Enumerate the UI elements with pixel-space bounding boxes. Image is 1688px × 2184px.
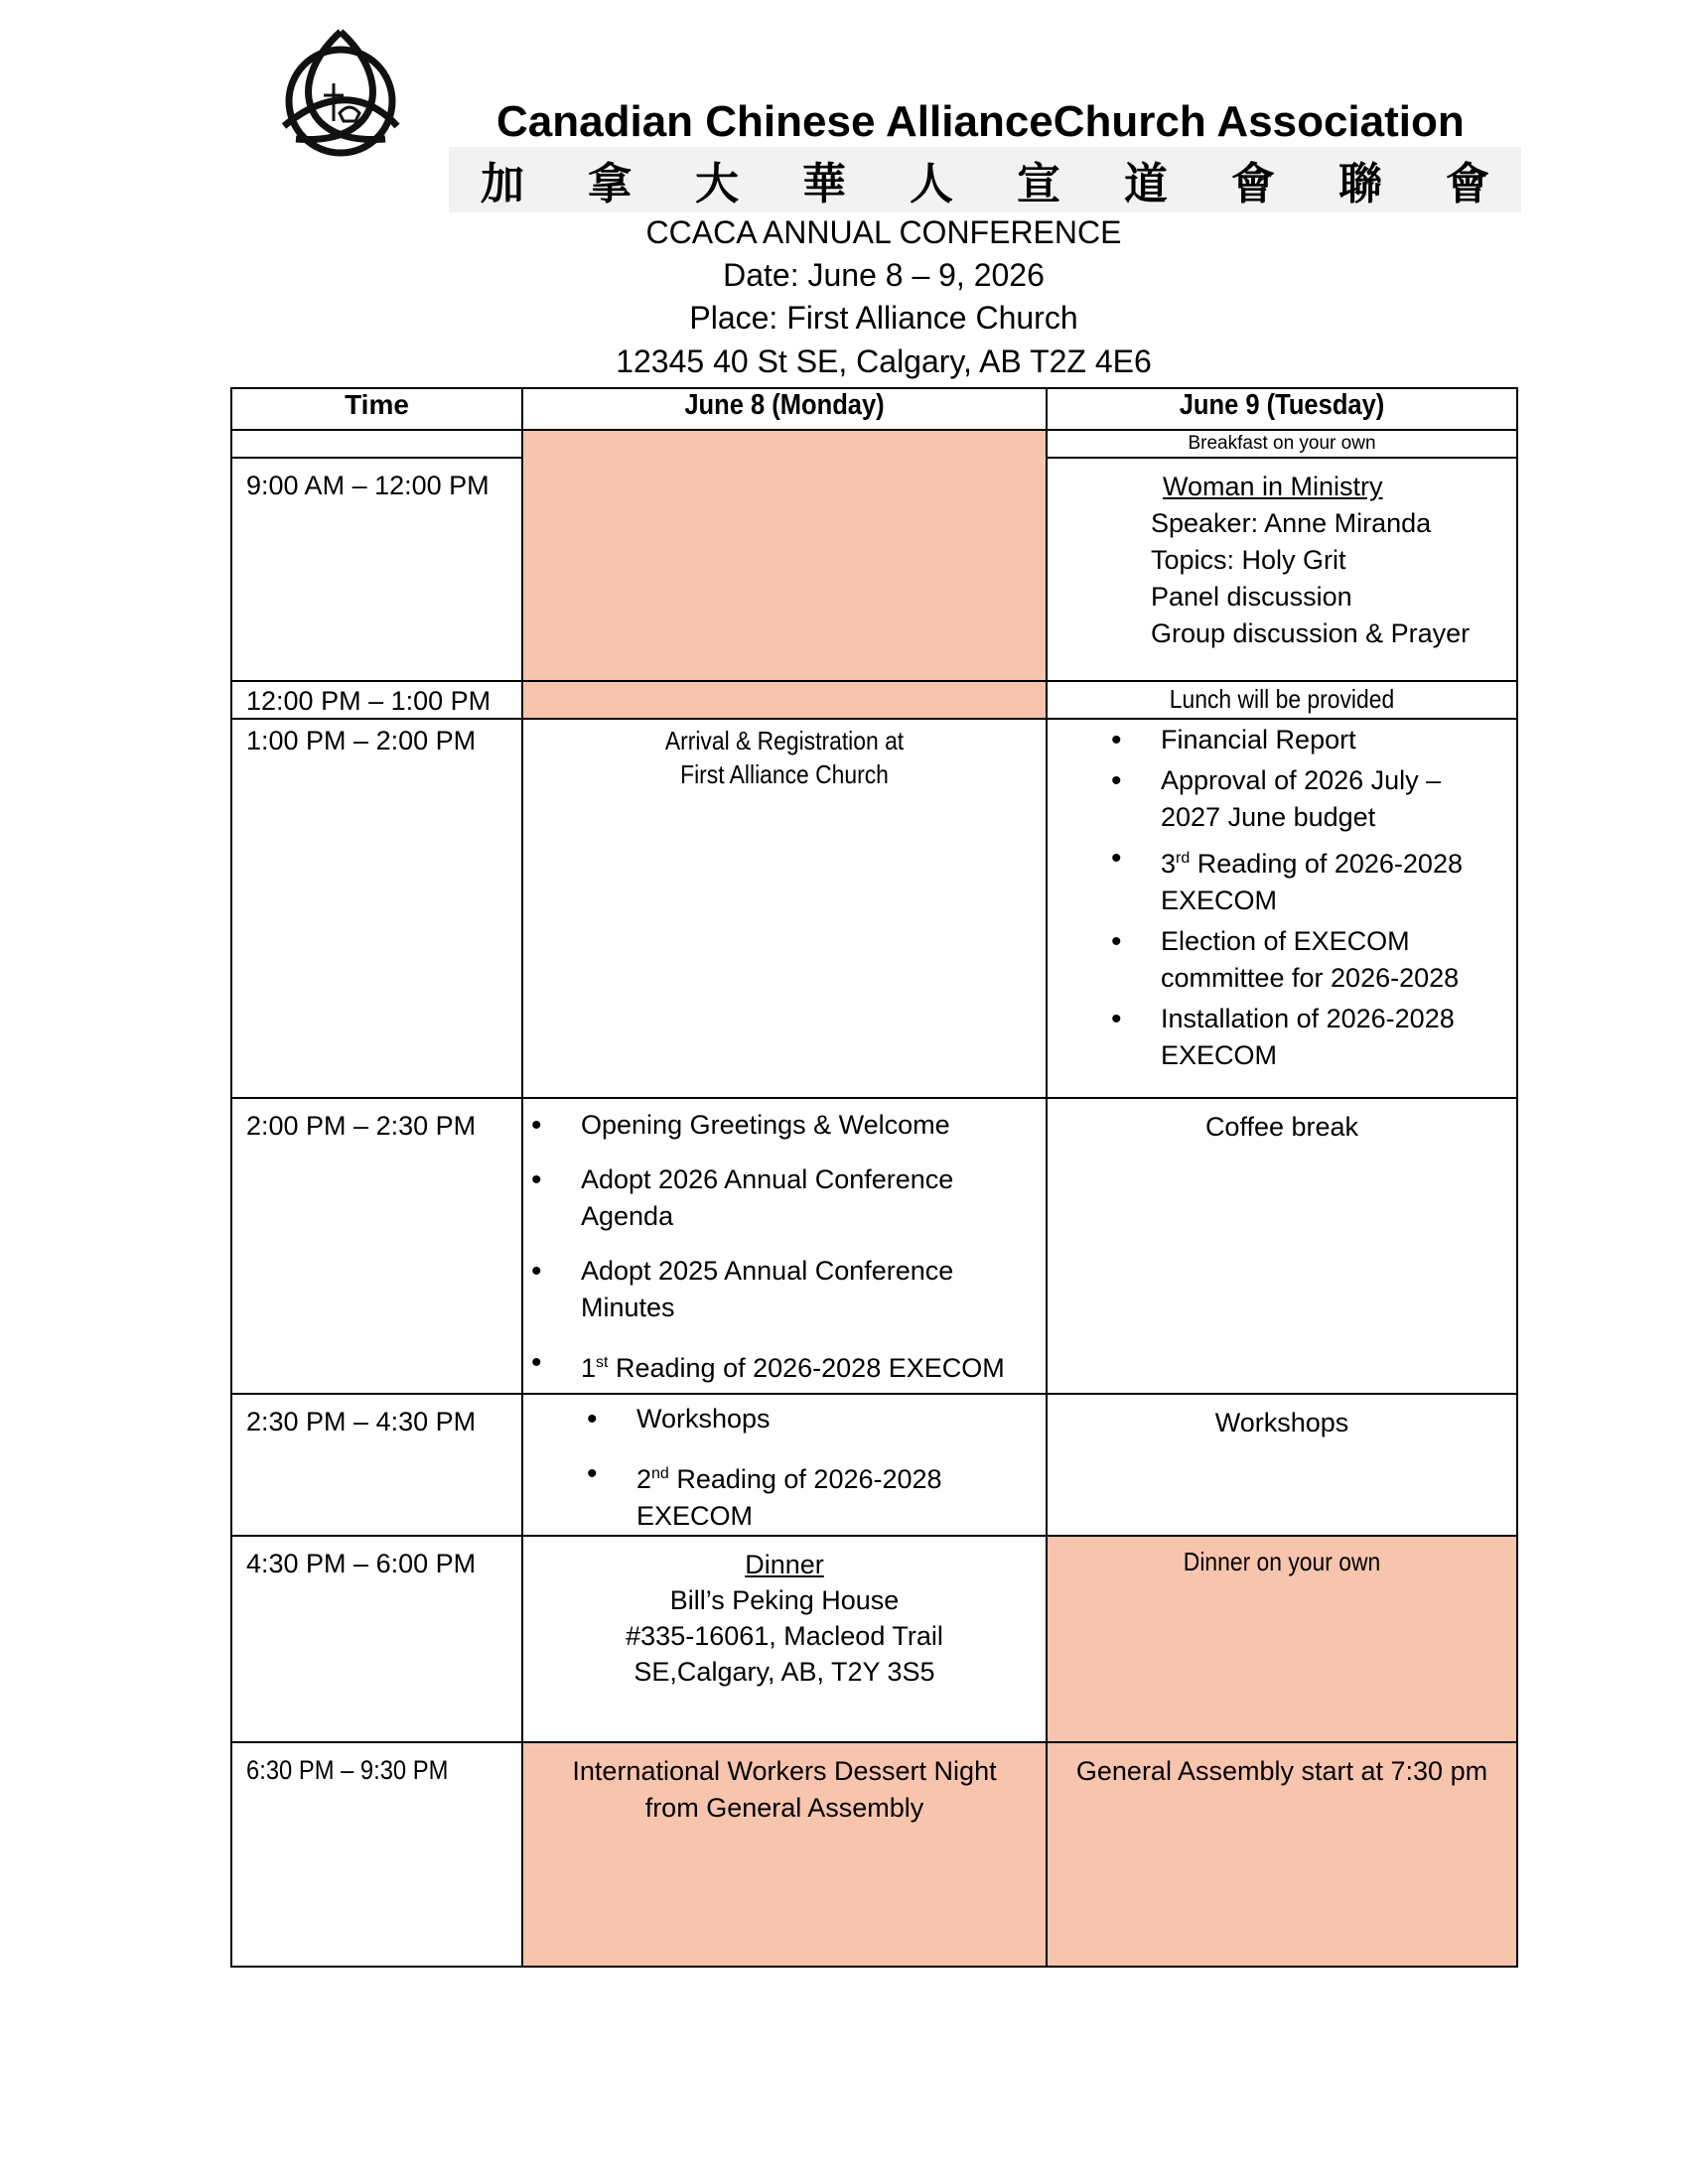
list-item: • Approval of 2026 July – 2027 June budget <box>1161 762 1496 836</box>
monday-lunch-empty <box>522 681 1047 719</box>
table-row <box>231 1536 1517 1742</box>
session-line: Topics: Holy Grit <box>1151 545 1346 575</box>
time-cell: 12:00 PM – 1:00 PM <box>231 681 522 719</box>
schedule-table <box>230 387 1518 1968</box>
list-item: • 3rd Reading of 2026-2028 EXECOM <box>1161 840 1496 919</box>
chinese-char: 會 <box>1231 159 1275 209</box>
alliance-logo-icon <box>266 22 415 166</box>
session-title: Woman in Ministry <box>1163 472 1383 501</box>
list-item: • 1st Reading of 2026-2028 EXECOM <box>581 1344 1032 1387</box>
list-item: • Opening Greetings & Welcome <box>581 1107 1032 1144</box>
time-cell: 1:00 PM – 2:00 PM <box>231 719 522 1098</box>
dinner-line: Bill’s Peking House <box>669 1585 900 1615</box>
dinner-title: Dinner <box>745 1550 824 1579</box>
dinner-line: #335-16061, Macleod Trail <box>626 1621 943 1651</box>
conference-place: Place: First Alliance Church <box>689 300 1078 336</box>
table-row <box>231 430 1517 458</box>
session-line: Group discussion & Prayer <box>1151 618 1471 648</box>
table-header-row <box>231 388 1517 430</box>
tuesday-workshops: Workshops <box>1047 1394 1517 1536</box>
table-row <box>231 1742 1517 1967</box>
list-item: • Workshops <box>636 1401 1032 1437</box>
table-row <box>231 1098 1517 1394</box>
table-row <box>231 719 1517 1098</box>
tuesday-dinner: Dinner on your own <box>1047 1536 1517 1742</box>
tuesday-coffee-break: Coffee break <box>1047 1098 1517 1394</box>
chinese-char: 聯 <box>1338 159 1382 209</box>
chinese-char: 加 <box>481 159 524 209</box>
time-cell-empty <box>231 430 522 458</box>
session-line: Panel discussion <box>1151 582 1352 612</box>
monday-workshops <box>522 1394 1047 1536</box>
tuesday-business-items <box>1047 719 1517 1098</box>
chinese-name-band <box>449 147 1521 212</box>
list-item: • 2nd Reading of 2026-2028 EXECOM <box>636 1455 1032 1535</box>
monday-morning-empty <box>522 430 1047 681</box>
organization-name: Canadian Chinese AllianceChurch Association <box>496 97 1465 146</box>
dinner-line: SE,Calgary, AB, T2Y 3S5 <box>633 1657 935 1687</box>
chinese-char: 宣 <box>1017 159 1060 209</box>
breakfast-note: Breakfast on your own <box>1047 430 1517 458</box>
list-item: • Adopt 2026 Annual Conference Agenda <box>581 1161 1032 1235</box>
tuesday-lunch: Lunch will be provided <box>1047 681 1517 719</box>
chinese-char: 拿 <box>588 159 632 209</box>
chinese-char: 會 <box>1446 159 1489 209</box>
list-item: • Installation of 2026-2028 EXECOM <box>1161 1001 1496 1074</box>
session-line: Speaker: Anne Miranda <box>1151 508 1432 538</box>
tuesday-woman-in-ministry <box>1047 458 1517 681</box>
monday-dinner <box>522 1536 1047 1742</box>
time-cell: 2:30 PM – 4:30 PM <box>231 1394 522 1536</box>
time-cell: 2:00 PM – 2:30 PM <box>231 1098 522 1394</box>
chinese-char: 道 <box>1124 159 1168 209</box>
conference-date: Date: June 8 – 9, 2026 <box>723 257 1045 293</box>
time-cell: 6:30 PM – 9:30 PM <box>231 1742 522 1967</box>
monday-dessert-night: International Workers Dessert Night from General Assembly <box>522 1742 1047 1967</box>
chinese-char: 華 <box>802 159 846 209</box>
table-row <box>231 681 1517 719</box>
chinese-char: 大 <box>695 159 739 209</box>
header-tuesday: June 9 (Tuesday) <box>1047 388 1517 430</box>
conference-address: 12345 40 St SE, Calgary, AB T2Z 4E6 <box>616 343 1152 379</box>
time-cell: 9:00 AM – 12:00 PM <box>231 458 522 681</box>
time-cell: 4:30 PM – 6:00 PM <box>231 1536 522 1742</box>
table-row <box>231 1394 1517 1536</box>
header-time: Time <box>231 388 522 430</box>
list-item: • Election of EXECOM committee for 2026-2028 <box>1161 923 1496 997</box>
list-item: • Adopt 2025 Annual Conference Minutes <box>581 1253 1032 1326</box>
monday-arrival: Arrival & Registration at First Alliance Church <box>522 719 1047 1098</box>
monday-opening-items <box>522 1098 1047 1394</box>
header-monday: June 8 (Monday) <box>522 388 1047 430</box>
chinese-char: 人 <box>910 159 953 209</box>
conference-title: CCACA ANNUAL CONFERENCE <box>645 214 1122 250</box>
tuesday-general-assembly: General Assembly start at 7:30 pm <box>1047 1742 1517 1967</box>
list-item: • Financial Report <box>1161 722 1496 758</box>
